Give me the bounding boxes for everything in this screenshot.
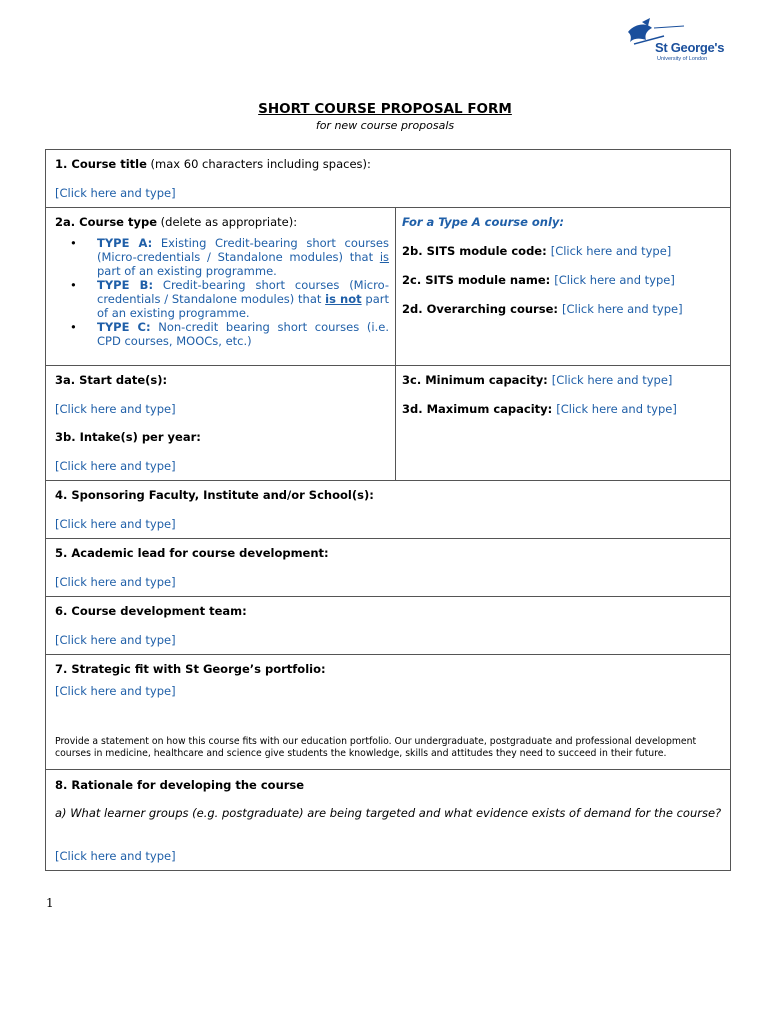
type-a-option[interactable]: • TYPE A: Existing Credit-bearing short courses (Micro-credentials / Standalone modules) that is part of an existing programme. xyxy=(70,236,389,278)
dates-cell xyxy=(46,366,396,480)
page-title: SHORT COURSE PROPOSAL FORM xyxy=(258,101,512,117)
overarching-course-row: 2d. Overarching course: [Click here and type] xyxy=(402,302,683,316)
sponsoring-field[interactable]: [Click here and type] xyxy=(55,517,176,531)
sits-module-name-field[interactable]: [Click here and type] xyxy=(554,273,675,287)
logo-wordmark: St George's xyxy=(655,40,725,55)
strategic-fit-guidance: Provide a statement on how this course fits with our education portfolio. Our undergraduate, postgraduate and professional development courses in medicine, healthcare and science give students the knowledge, skills and attitudes they need to succeed in their future. xyxy=(55,736,697,759)
min-capacity-field[interactable]: [Click here and type] xyxy=(551,373,673,387)
start-date-field[interactable]: [Click here and type] xyxy=(55,402,176,416)
section-dev-team xyxy=(45,596,731,655)
course-type-heading: 2a. Course type (delete as appropriate): xyxy=(55,215,298,229)
dev-team-heading: 6. Course development team: xyxy=(55,604,247,618)
type-b-option[interactable]: • TYPE B: Credit-bearing short courses (Micro-credentials / Standalone modules) that is not part of an existing programme. xyxy=(70,278,389,320)
page-number: 1 xyxy=(46,896,54,910)
section-sponsoring xyxy=(45,480,731,539)
section-strategic-fit xyxy=(45,654,731,770)
strategic-fit-field[interactable]: [Click here and type] xyxy=(55,684,176,698)
page-subtitle: for new course proposals xyxy=(315,119,455,132)
section-academic-lead xyxy=(45,538,731,597)
rationale-field[interactable]: [Click here and type] xyxy=(55,849,176,863)
min-capacity-row: 3c. Minimum capacity: [Click here and type] xyxy=(402,373,673,387)
section-rationale xyxy=(45,769,731,871)
intake-field[interactable]: [Click here and type] xyxy=(55,459,176,473)
sits-module-name-row: 2c. SITS module name: [Click here and type] xyxy=(402,273,675,287)
logo-subtext: University of London xyxy=(657,56,708,62)
bullet-icon: • xyxy=(70,236,77,250)
type-a-heading: For a Type A course only: xyxy=(402,215,565,229)
bullet-icon: • xyxy=(70,278,77,292)
type-c-option[interactable]: • TYPE C: Non-credit bearing short courses (i.e. CPD courses, MOOCs, etc.) xyxy=(70,320,389,348)
academic-lead-field[interactable]: [Click here and type] xyxy=(55,575,176,589)
type-a-cell xyxy=(396,208,730,365)
section-course-type xyxy=(45,207,731,366)
dev-team-field[interactable]: [Click here and type] xyxy=(55,633,176,647)
rationale-question: a) What learner groups (e.g. postgraduate) are being targeted and what evidence exists of demand for the course? xyxy=(55,806,722,820)
sits-module-code-row: 2b. SITS module code: [Click here and type] xyxy=(402,244,672,258)
bullet-icon: • xyxy=(70,320,77,334)
overarching-course-field[interactable]: [Click here and type] xyxy=(561,302,683,316)
start-date-label: 3a. Start date(s): xyxy=(55,373,168,387)
rationale-heading: 8. Rationale for developing the course xyxy=(55,778,305,792)
section-course-title xyxy=(45,149,731,208)
academic-lead-heading: 5. Academic lead for course development: xyxy=(55,546,329,560)
section-dates-capacity xyxy=(45,365,731,481)
course-type-list xyxy=(54,236,389,348)
course-title-heading: 1. Course title (max 60 characters including spaces): xyxy=(55,157,371,171)
strategic-fit-heading: 7. Strategic fit with St George’s portfolio: xyxy=(55,662,326,676)
capacity-cell xyxy=(396,366,730,480)
course-type-cell xyxy=(46,208,396,365)
sits-module-code-field[interactable]: [Click here and type] xyxy=(550,244,672,258)
max-capacity-field[interactable]: [Click here and type] xyxy=(556,402,677,416)
max-capacity-row: 3d. Maximum capacity: [Click here and type] xyxy=(402,402,677,416)
intake-label: 3b. Intake(s) per year: xyxy=(55,430,201,444)
sponsoring-heading: 4. Sponsoring Faculty, Institute and/or School(s): xyxy=(55,488,374,502)
course-title-field[interactable]: [Click here and type] xyxy=(55,186,176,200)
